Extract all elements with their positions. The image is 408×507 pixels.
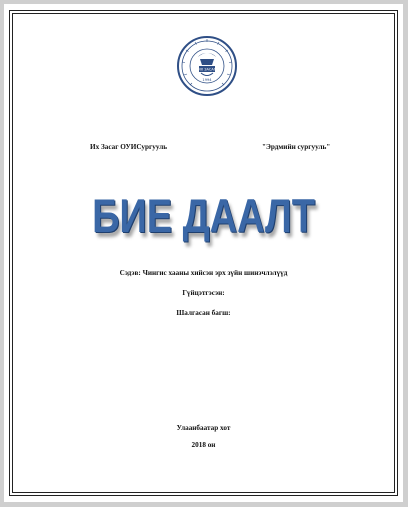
university-seal-icon [176,35,238,97]
document-page [4,4,403,502]
checker-line: Шалгасан багш: [176,309,231,317]
topic-line: Сэдэв: Чингис хааны хийсэн эрх зүйн шинэчлэлүүд [119,269,288,277]
logo-center-text: ИХ ЗАСАГ [198,67,216,72]
footer-year: 2018 он [191,441,216,449]
document-title: БИЕ ДААЛТ [92,190,315,244]
title-container [4,190,403,244]
footer-city: Улаанбаатар хот [176,424,231,432]
performer-line: Гүйцэтгэсэн: [182,289,225,297]
logo-year: 1994 [202,78,212,82]
header-right-text: "Эрдмийн сургууль" [262,143,331,151]
header-left-text: Их Засаг ОУИСургууль [90,143,168,151]
